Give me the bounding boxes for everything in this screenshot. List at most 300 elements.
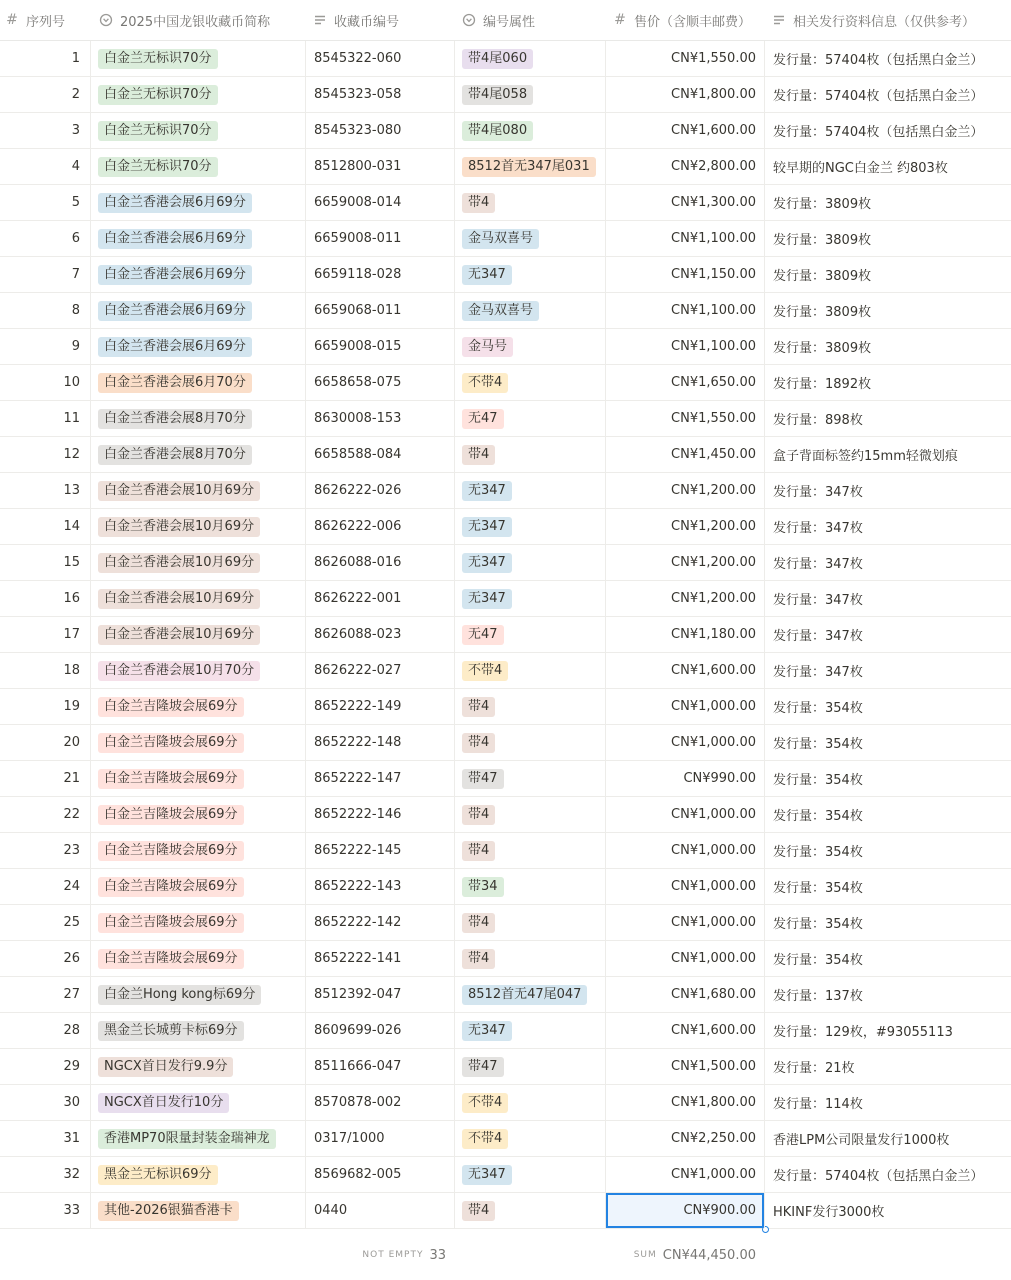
name-cell[interactable] <box>91 725 305 760</box>
number-icon: # <box>6 12 18 28</box>
column-divider <box>305 977 306 1012</box>
info-cell[interactable] <box>765 473 1011 508</box>
attr-cell[interactable] <box>455 977 605 1012</box>
table-row[interactable] <box>0 1085 1011 1121</box>
select-tag: 白金兰吉隆坡会展69分 <box>98 697 244 717</box>
attr-cell[interactable] <box>455 149 605 184</box>
info-cell[interactable] <box>765 113 1011 148</box>
name-cell[interactable] <box>91 329 305 364</box>
serial-cell[interactable] <box>0 869 90 904</box>
column-divider <box>605 725 606 760</box>
price-cell[interactable] <box>606 617 764 652</box>
cell-text: HKINF发行3000枚 <box>773 1205 885 1220</box>
serial-cell[interactable] <box>0 1157 90 1192</box>
table-row[interactable] <box>0 329 1011 365</box>
info-cell[interactable] <box>765 401 1011 436</box>
attr-cell[interactable] <box>455 293 605 328</box>
code-cell[interactable] <box>306 437 454 472</box>
info-cell[interactable] <box>765 77 1011 112</box>
price-cell[interactable] <box>606 941 764 976</box>
code-cell[interactable] <box>306 833 454 868</box>
cell-text: 发行量：3809枚 <box>773 305 872 320</box>
attr-cell[interactable] <box>455 473 605 508</box>
cell-text: 发行量：354枚 <box>773 737 863 752</box>
code-cell[interactable] <box>306 365 454 400</box>
code-cell[interactable] <box>306 113 454 148</box>
code-cell[interactable] <box>306 509 454 544</box>
price-cell[interactable] <box>606 329 764 364</box>
column-divider <box>305 113 306 148</box>
attr-cell[interactable] <box>455 1013 605 1048</box>
column-divider <box>305 905 306 940</box>
attr-cell[interactable] <box>455 545 605 580</box>
column-divider <box>305 1085 306 1120</box>
table-row[interactable] <box>0 689 1011 725</box>
name-cell[interactable] <box>91 545 305 580</box>
info-cell[interactable] <box>765 725 1011 760</box>
column-divider <box>90 1121 91 1156</box>
name-cell[interactable] <box>91 509 305 544</box>
code-cell[interactable] <box>306 401 454 436</box>
column-header-serial[interactable]: # 序列号 <box>4 0 90 40</box>
serial-cell[interactable] <box>0 689 90 724</box>
table-row[interactable] <box>0 221 1011 257</box>
attr-cell[interactable] <box>455 617 605 652</box>
code-cell[interactable] <box>306 1193 454 1228</box>
code-cell[interactable] <box>306 581 454 616</box>
price-cell[interactable] <box>606 977 764 1012</box>
price-cell[interactable] <box>606 869 764 904</box>
cell-text: 发行量：57404枚（包括黑白金兰） <box>773 89 984 104</box>
code-cell[interactable] <box>306 797 454 832</box>
info-cell[interactable] <box>765 689 1011 724</box>
serial-cell[interactable] <box>0 653 90 688</box>
cell-text: 17 <box>63 627 80 642</box>
price-cell[interactable] <box>606 77 764 112</box>
info-cell[interactable] <box>765 1049 1011 1084</box>
price-cell[interactable] <box>606 293 764 328</box>
attr-cell[interactable] <box>455 185 605 220</box>
info-cell[interactable] <box>765 149 1011 184</box>
code-cell[interactable] <box>306 473 454 508</box>
attr-cell[interactable] <box>455 869 605 904</box>
name-cell[interactable] <box>91 41 305 76</box>
attr-cell[interactable] <box>455 725 605 760</box>
code-cell[interactable] <box>306 869 454 904</box>
serial-cell[interactable] <box>0 905 90 940</box>
info-cell[interactable] <box>765 581 1011 616</box>
column-divider <box>605 257 606 292</box>
attr-cell[interactable] <box>455 437 605 472</box>
serial-cell[interactable] <box>0 941 90 976</box>
price-cell[interactable] <box>606 221 764 256</box>
table-row[interactable] <box>0 185 1011 221</box>
attr-cell[interactable] <box>455 833 605 868</box>
serial-cell[interactable] <box>0 1121 90 1156</box>
count-summary[interactable]: NOT EMPTY 33 <box>362 1247 446 1263</box>
column-header-attr[interactable]: 编号属性 <box>461 0 605 40</box>
column-divider <box>305 833 306 868</box>
price-cell[interactable] <box>606 653 764 688</box>
attr-cell[interactable] <box>455 401 605 436</box>
cell-text: 发行量：137枚 <box>773 989 863 1004</box>
table-row[interactable] <box>0 113 1011 149</box>
info-cell[interactable] <box>765 1121 1011 1156</box>
column-divider <box>454 905 455 940</box>
attr-cell[interactable] <box>455 509 605 544</box>
price-cell[interactable] <box>606 113 764 148</box>
price-cell[interactable] <box>606 797 764 832</box>
table-row[interactable] <box>0 437 1011 473</box>
info-cell[interactable] <box>765 545 1011 580</box>
column-divider <box>454 221 455 256</box>
attr-cell[interactable] <box>455 941 605 976</box>
serial-cell[interactable] <box>0 329 90 364</box>
price-cell[interactable] <box>606 761 764 796</box>
table-row[interactable] <box>0 545 1011 581</box>
table-row[interactable] <box>0 977 1011 1013</box>
table-row[interactable] <box>0 1193 1011 1229</box>
info-cell[interactable] <box>765 653 1011 688</box>
attr-cell[interactable] <box>455 1085 605 1120</box>
serial-cell[interactable] <box>0 473 90 508</box>
name-cell[interactable] <box>91 1193 305 1228</box>
column-header-code[interactable]: 收藏币编号 <box>312 0 454 40</box>
price-cell[interactable] <box>606 473 764 508</box>
attr-cell[interactable] <box>455 221 605 256</box>
cell-text: CN¥1,550.00 <box>671 411 756 426</box>
code-cell[interactable] <box>306 905 454 940</box>
price-cell[interactable] <box>606 1049 764 1084</box>
price-cell[interactable] <box>606 1121 764 1156</box>
price-cell[interactable] <box>606 149 764 184</box>
cell-text: CN¥1,450.00 <box>671 447 756 462</box>
attr-cell[interactable] <box>455 689 605 724</box>
code-cell[interactable] <box>306 1157 454 1192</box>
price-cell[interactable] <box>606 1013 764 1048</box>
table-row[interactable] <box>0 1049 1011 1085</box>
price-cell[interactable] <box>606 185 764 220</box>
serial-cell[interactable] <box>0 617 90 652</box>
info-cell[interactable] <box>765 869 1011 904</box>
serial-cell[interactable] <box>0 1013 90 1048</box>
name-cell[interactable] <box>91 941 305 976</box>
column-divider <box>305 77 306 112</box>
name-cell[interactable] <box>91 257 305 292</box>
attr-cell[interactable] <box>455 365 605 400</box>
code-cell[interactable] <box>306 293 454 328</box>
table-row[interactable] <box>0 77 1011 113</box>
cell-text: 8630008-153 <box>314 411 402 426</box>
name-cell[interactable] <box>91 221 305 256</box>
table-row[interactable] <box>0 1157 1011 1193</box>
code-cell[interactable] <box>306 941 454 976</box>
name-cell[interactable] <box>91 761 305 796</box>
serial-cell[interactable] <box>0 581 90 616</box>
code-cell[interactable] <box>306 257 454 292</box>
name-cell[interactable] <box>91 905 305 940</box>
code-cell[interactable] <box>306 221 454 256</box>
code-cell[interactable] <box>306 1085 454 1120</box>
code-cell[interactable] <box>306 77 454 112</box>
table-row[interactable] <box>0 1013 1011 1049</box>
info-cell[interactable] <box>765 221 1011 256</box>
price-cell[interactable] <box>606 41 764 76</box>
price-cell[interactable] <box>606 581 764 616</box>
column-divider <box>454 1085 455 1120</box>
column-divider <box>305 761 306 796</box>
info-cell[interactable] <box>765 1193 1011 1228</box>
table-row[interactable] <box>0 653 1011 689</box>
sum-summary[interactable]: SUM CN¥44,450.00 <box>633 1247 756 1263</box>
info-cell[interactable] <box>765 905 1011 940</box>
code-cell[interactable] <box>306 1013 454 1048</box>
column-divider <box>305 869 306 904</box>
code-cell[interactable] <box>306 1049 454 1084</box>
name-cell[interactable] <box>91 365 305 400</box>
price-cell[interactable] <box>606 689 764 724</box>
table-row[interactable] <box>0 509 1011 545</box>
price-cell[interactable] <box>606 725 764 760</box>
select-tag: 不带4 <box>462 661 508 681</box>
table-row[interactable] <box>0 1121 1011 1157</box>
attr-cell[interactable] <box>455 581 605 616</box>
table-row[interactable] <box>0 365 1011 401</box>
serial-cell[interactable] <box>0 401 90 436</box>
column-divider <box>605 365 606 400</box>
serial-cell[interactable] <box>0 113 90 148</box>
serial-cell[interactable] <box>0 545 90 580</box>
cell-text: 发行量：347枚 <box>773 593 863 608</box>
code-cell[interactable] <box>306 545 454 580</box>
info-cell[interactable] <box>765 1013 1011 1048</box>
attr-cell[interactable] <box>455 1121 605 1156</box>
serial-cell[interactable] <box>0 77 90 112</box>
table-row[interactable] <box>0 833 1011 869</box>
code-cell[interactable] <box>306 41 454 76</box>
serial-cell[interactable] <box>0 1049 90 1084</box>
name-cell[interactable] <box>91 1157 305 1192</box>
info-cell[interactable] <box>765 41 1011 76</box>
info-cell[interactable] <box>765 977 1011 1012</box>
info-cell[interactable] <box>765 617 1011 652</box>
serial-cell[interactable] <box>0 1085 90 1120</box>
info-cell[interactable] <box>765 365 1011 400</box>
select-tag: 白金兰香港会展10月69分 <box>98 589 260 609</box>
name-cell[interactable] <box>91 797 305 832</box>
attr-cell[interactable] <box>455 761 605 796</box>
select-tag: 白金兰无标识70分 <box>98 49 218 69</box>
name-cell[interactable] <box>91 833 305 868</box>
attr-cell[interactable] <box>455 41 605 76</box>
column-divider <box>764 113 765 148</box>
cell-text: 3 <box>71 123 80 138</box>
table-row[interactable] <box>0 41 1011 77</box>
cell-text: 发行量：1892枚 <box>773 377 872 392</box>
code-cell[interactable] <box>306 689 454 724</box>
table-row[interactable] <box>0 617 1011 653</box>
info-cell[interactable] <box>765 761 1011 796</box>
serial-cell[interactable] <box>0 293 90 328</box>
table-row[interactable] <box>0 473 1011 509</box>
serial-cell[interactable] <box>0 725 90 760</box>
column-divider <box>764 257 765 292</box>
table-row[interactable] <box>0 761 1011 797</box>
select-tag: 白金兰Hong kong标69分 <box>98 985 261 1005</box>
name-cell[interactable] <box>91 401 305 436</box>
price-cell[interactable] <box>606 833 764 868</box>
attr-cell[interactable] <box>455 797 605 832</box>
cell-text: 9 <box>71 339 80 354</box>
name-cell[interactable] <box>91 149 305 184</box>
table-row[interactable] <box>0 257 1011 293</box>
name-cell[interactable] <box>91 113 305 148</box>
column-divider <box>764 581 765 616</box>
column-divider <box>305 797 306 832</box>
column-divider <box>305 329 306 364</box>
info-cell[interactable] <box>765 941 1011 976</box>
serial-cell[interactable] <box>0 761 90 796</box>
info-cell[interactable] <box>765 1085 1011 1120</box>
price-cell[interactable] <box>606 257 764 292</box>
table-row[interactable] <box>0 293 1011 329</box>
column-divider <box>90 941 91 976</box>
price-cell[interactable] <box>606 1193 764 1228</box>
price-cell[interactable] <box>606 365 764 400</box>
table-row[interactable] <box>0 581 1011 617</box>
info-cell[interactable] <box>765 797 1011 832</box>
code-cell[interactable] <box>306 329 454 364</box>
serial-cell[interactable] <box>0 437 90 472</box>
serial-cell[interactable] <box>0 221 90 256</box>
table-row[interactable] <box>0 941 1011 977</box>
name-cell[interactable] <box>91 653 305 688</box>
cell-text: 发行量：57404枚（包括黑白金兰） <box>773 125 984 140</box>
attr-cell[interactable] <box>455 257 605 292</box>
column-header-name[interactable]: 2025中国龙银收藏币简称 <box>98 0 305 40</box>
serial-cell[interactable] <box>0 833 90 868</box>
price-cell[interactable] <box>606 509 764 544</box>
info-cell[interactable] <box>765 1157 1011 1192</box>
code-cell[interactable] <box>306 1121 454 1156</box>
name-cell[interactable] <box>91 1049 305 1084</box>
serial-cell[interactable] <box>0 509 90 544</box>
cell-text: 8652222-141 <box>314 951 402 966</box>
table-row[interactable] <box>0 149 1011 185</box>
name-cell[interactable] <box>91 1121 305 1156</box>
select-tag: 白金兰香港会展10月70分 <box>98 661 260 681</box>
table-row[interactable] <box>0 725 1011 761</box>
code-cell[interactable] <box>306 977 454 1012</box>
column-divider <box>305 437 306 472</box>
info-cell[interactable] <box>765 833 1011 868</box>
name-cell[interactable] <box>91 617 305 652</box>
name-cell[interactable] <box>91 1085 305 1120</box>
name-cell[interactable] <box>91 581 305 616</box>
column-header-price[interactable]: # 售价（含顺丰邮费） <box>612 0 764 40</box>
table-row[interactable] <box>0 401 1011 437</box>
serial-cell[interactable] <box>0 149 90 184</box>
cell-text: 8626222-026 <box>314 483 402 498</box>
code-cell[interactable] <box>306 761 454 796</box>
price-cell[interactable] <box>606 1157 764 1192</box>
serial-cell[interactable] <box>0 41 90 76</box>
attr-cell[interactable] <box>455 77 605 112</box>
info-cell[interactable] <box>765 257 1011 292</box>
cell-text: 发行量：129枚，#93055113 <box>773 1025 953 1040</box>
serial-cell[interactable] <box>0 185 90 220</box>
column-divider <box>90 1157 91 1192</box>
code-cell[interactable] <box>306 725 454 760</box>
column-divider <box>605 977 606 1012</box>
text-icon <box>312 12 328 28</box>
select-tag: 白金兰香港会展8月70分 <box>98 409 252 429</box>
serial-cell[interactable] <box>0 257 90 292</box>
code-cell[interactable] <box>306 149 454 184</box>
table-row[interactable] <box>0 869 1011 905</box>
name-cell[interactable] <box>91 437 305 472</box>
column-divider <box>90 725 91 760</box>
table-row[interactable] <box>0 905 1011 941</box>
attr-cell[interactable] <box>455 905 605 940</box>
serial-cell[interactable] <box>0 365 90 400</box>
select-icon <box>461 12 477 28</box>
cell-text: 6 <box>71 231 80 246</box>
code-cell[interactable] <box>306 617 454 652</box>
attr-cell[interactable] <box>455 1193 605 1228</box>
select-tag: 白金兰香港会展6月69分 <box>98 193 252 213</box>
info-cell[interactable] <box>765 509 1011 544</box>
code-cell[interactable] <box>306 185 454 220</box>
select-tag: 无47 <box>462 409 504 429</box>
name-cell[interactable] <box>91 977 305 1012</box>
cell-text: 8652222-142 <box>314 915 402 930</box>
price-cell[interactable] <box>606 1085 764 1120</box>
info-cell[interactable] <box>765 185 1011 220</box>
select-tag: 白金兰无标识70分 <box>98 121 218 141</box>
code-cell[interactable] <box>306 653 454 688</box>
attr-cell[interactable] <box>455 329 605 364</box>
name-cell[interactable] <box>91 473 305 508</box>
cell-text: 较早期的NGC白金兰 约803枚 <box>773 161 948 176</box>
serial-cell[interactable] <box>0 797 90 832</box>
column-divider <box>454 833 455 868</box>
name-cell[interactable] <box>91 293 305 328</box>
name-cell[interactable] <box>91 185 305 220</box>
info-cell[interactable] <box>765 293 1011 328</box>
table-row[interactable] <box>0 797 1011 833</box>
name-cell[interactable] <box>91 77 305 112</box>
attr-cell[interactable] <box>455 113 605 148</box>
name-cell[interactable] <box>91 1013 305 1048</box>
attr-cell[interactable] <box>455 1049 605 1084</box>
info-cell[interactable] <box>765 329 1011 364</box>
select-tag: 白金兰香港会展6月69分 <box>98 265 252 285</box>
serial-cell[interactable] <box>0 1193 90 1228</box>
attr-cell[interactable] <box>455 653 605 688</box>
column-header-info[interactable]: 相关发行资料信息（仅供参考） <box>771 0 1011 40</box>
price-cell[interactable] <box>606 437 764 472</box>
name-cell[interactable] <box>91 689 305 724</box>
attr-cell[interactable] <box>455 1157 605 1192</box>
info-cell[interactable] <box>765 437 1011 472</box>
column-divider <box>305 257 306 292</box>
serial-cell[interactable] <box>0 977 90 1012</box>
price-cell[interactable] <box>606 401 764 436</box>
price-cell[interactable] <box>606 905 764 940</box>
price-cell[interactable] <box>606 545 764 580</box>
name-cell[interactable] <box>91 869 305 904</box>
